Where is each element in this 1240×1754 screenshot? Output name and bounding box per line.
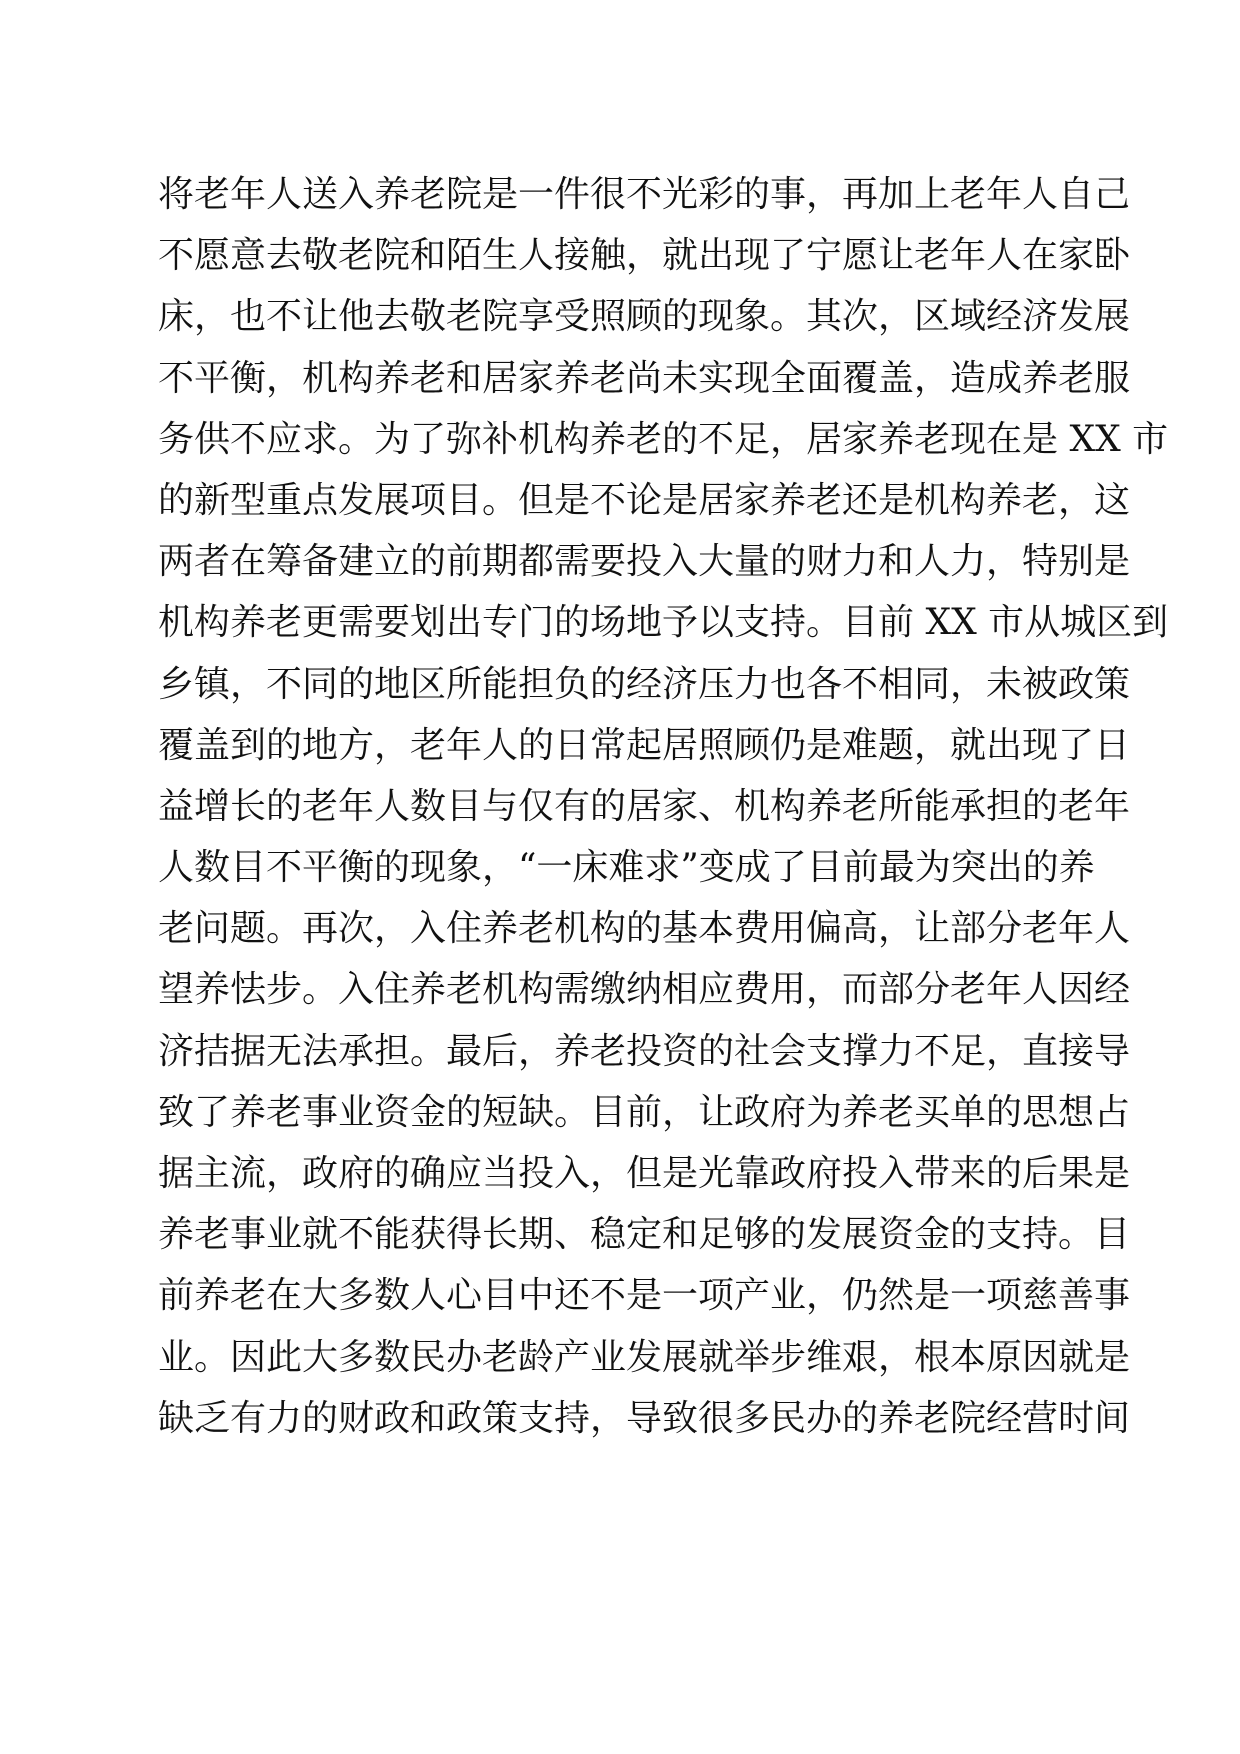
text-line-4: 不平衡，机构养老和居家养老尚未实现全面覆盖，造成养老服 [158, 357, 1131, 399]
text-line-16: 致了养老事业资金的短缺。目前，让政府为养老买单的思想占 [158, 1091, 1131, 1133]
text-line-5: 务供不应求。为了弥补机构养老的不足，居家养老现在是 XX 市 [158, 418, 1169, 460]
body-paragraph [158, 164, 1169, 1449]
text-line-9: 乡镇，不同的地区所能担负的经济压力也各不相同，未被政策 [158, 663, 1131, 705]
text-line-8: 机构养老更需要划出专门的场地予以支持。目前 XX 市从城区到 [158, 602, 1169, 644]
text-line-1: 将老年人送入养老院是一件很不光彩的事，再加上老年人自己 [158, 174, 1131, 215]
text-line-11: 益增长的老年人数目与仅有的居家、机构养老所能承担的老年 [158, 785, 1131, 827]
text-line-10: 覆盖到的地方，老年人的日常起居照顾仍是难题，就出现了日 [158, 724, 1131, 766]
text-line-18: 养老事业就不能获得长期、稳定和足够的发展资金的支持。目 [158, 1214, 1131, 1256]
text-line-13: 老问题。再次，入住养老机构的基本费用偏高，让部分老年人 [158, 908, 1131, 950]
text-line-17: 据主流，政府的确应当投入，但是光靠政府投入带来的后果是 [158, 1153, 1131, 1194]
text-line-6: 的新型重点发展项目。但是不论是居家养老还是机构养老，这 [158, 479, 1131, 521]
text-line-20: 业。因此大多数民办老龄产业发展就举步维艰，根本原因就是 [158, 1336, 1131, 1378]
text-line-7: 两者在筹备建立的前期都需要投入大量的财力和人力，特别是 [158, 541, 1131, 583]
text-line-14: 望养怯步。入住养老机构需缴纳相应费用，而部分老年人因经 [158, 969, 1131, 1011]
text-line-19: 前养老在大多数人心目中还不是一项产业，仍然是一项慈善事 [158, 1275, 1131, 1317]
text-line-12: 人数目不平衡的现象，“一床难求”变成了目前最为突出的养 [158, 847, 1095, 889]
text-line-21: 缺乏有力的财政和政策支持，导致很多民办的养老院经营时间 [158, 1397, 1131, 1439]
text-line-15: 济拮据无法承担。最后，养老投资的社会支撑力不足，直接导 [158, 1030, 1131, 1072]
text-line-2: 不愿意去敬老院和陌生人接触，就出现了宁愿让老年人在家卧 [158, 235, 1131, 277]
text-line-3: 床，也不让他去敬老院享受照顾的现象。其次，区域经济发展 [158, 296, 1131, 338]
